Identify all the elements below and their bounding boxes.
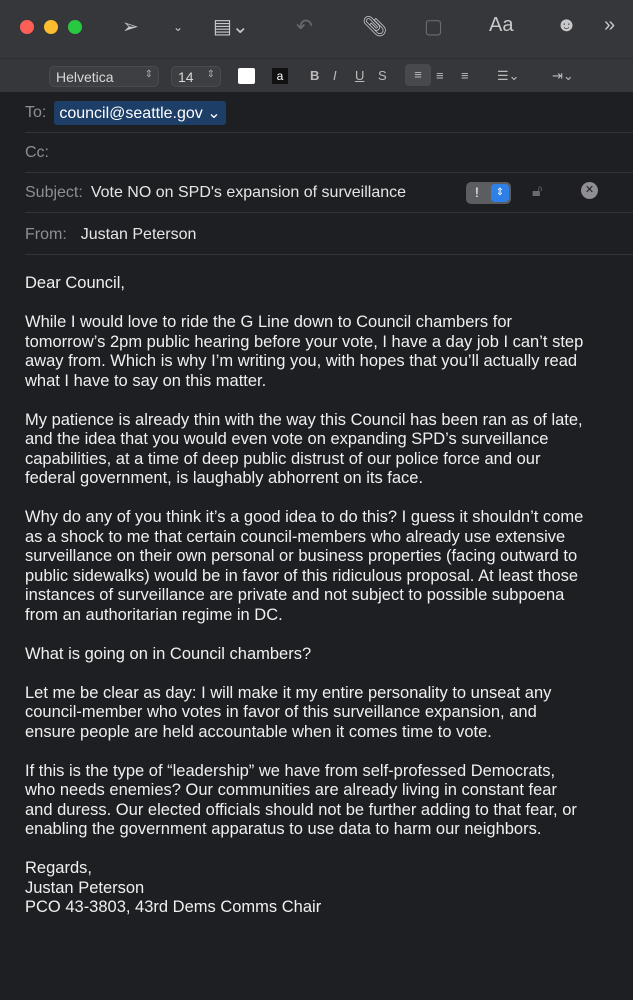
- body-line: enabling the government apparatus to use data to harm our neighbors.: [25, 820, 542, 838]
- body-line: what I have to say on this matter.: [25, 371, 267, 390]
- align-left-icon[interactable]: ≡: [405, 64, 431, 86]
- from-field[interactable]: [25, 215, 633, 255]
- align-center-icon[interactable]: ≡: [436, 68, 444, 83]
- more-icon[interactable]: »: [604, 14, 616, 36]
- body-line: While I would love to ride the G Line down to Council chambers for: [25, 313, 512, 331]
- body-line: and duress. Our elected officials should not be further adding to that fear, or: [25, 800, 577, 819]
- italic-button[interactable]: I: [333, 68, 337, 83]
- to-label: To:: [25, 103, 47, 121]
- body-line: away from. Which is why I’m writing you, with hopes that you’ll actually read: [25, 352, 578, 370]
- recipient: council@seattle.gov: [59, 104, 203, 122]
- from-value[interactable]: Justan Peterson: [80, 225, 197, 243]
- priority-value: !: [475, 184, 479, 200]
- format-bar: [0, 58, 633, 92]
- body-line: tomorrow’s 2pm public hearing before your vote, I have a day job I can’t step: [25, 332, 584, 351]
- sign-icon[interactable]: ✕: [581, 182, 598, 199]
- align-right-icon[interactable]: ≡: [461, 68, 469, 83]
- zoom-button[interactable]: [68, 20, 82, 34]
- body-line: PCO 43-3803, 43rd Dems Comms Chair: [25, 898, 322, 916]
- subject-value[interactable]: Vote NO on SPD's expansion of surveillance: [90, 183, 407, 201]
- recipient-chip[interactable]: council@seattle.gov ⌄: [54, 101, 225, 125]
- body-line: Why do any of you think it’s a good idea to do this? I guess it shouldn’t come: [25, 508, 584, 526]
- body-line: and the idea that you would even vote on expanding SPD’s surveillance: [25, 430, 549, 448]
- body-line: council-member who votes in favor of this surveillance expansion, and: [25, 703, 537, 721]
- indent-icon[interactable]: ⇥⌄: [552, 68, 574, 83]
- send-icon[interactable]: ➢: [122, 16, 139, 38]
- cc-field[interactable]: [25, 133, 633, 173]
- to-field[interactable]: [25, 93, 633, 133]
- minimize-button[interactable]: [44, 20, 58, 34]
- body-line: My patience is already thin with the way this Council has been ran as of late,: [25, 410, 583, 429]
- body-paragraph: [25, 762, 583, 840]
- close-button[interactable]: [20, 20, 34, 34]
- size-select[interactable]: [171, 66, 221, 87]
- body-line: If this is the type of “leadership” we have from self-professed Democrats,: [25, 761, 556, 780]
- body-line: capabilities, at a time of deep public distrust of our police force and our: [25, 449, 541, 468]
- markup-icon: ▢: [424, 16, 443, 38]
- send-options-chevron-icon[interactable]: ⌄: [173, 20, 184, 34]
- header-fields-icon[interactable]: ▤⌄: [213, 16, 249, 38]
- strikethrough-button[interactable]: S: [378, 68, 387, 83]
- lock-icon[interactable]: 🔓︎: [532, 183, 543, 200]
- body-paragraph: [25, 274, 583, 294]
- bold-button[interactable]: B: [310, 68, 320, 83]
- subject-label: Subject:: [25, 183, 83, 201]
- body-paragraph: [25, 859, 583, 918]
- body-line: Dear Council,: [25, 274, 125, 292]
- format-button[interactable]: Aa: [489, 14, 514, 36]
- body-line: surveillance on their own personal or business properties (facing outward to: [25, 547, 578, 565]
- text-color-swatch[interactable]: [238, 68, 255, 84]
- body-line: public sidewalks) would be in favor of this ridiculous proposal. At least those: [25, 566, 579, 585]
- body-paragraph: [25, 684, 583, 743]
- body-paragraph: [25, 411, 583, 489]
- subject-field[interactable]: [25, 173, 633, 213]
- message-body[interactable]: [25, 274, 583, 937]
- underline-button[interactable]: U: [355, 68, 365, 83]
- updown-icon: ⇕: [206, 69, 215, 80]
- body-line: What is going on in Council chambers?: [25, 644, 312, 663]
- body-line: who needs enemies? Our communities are already living in constant fear: [25, 781, 557, 799]
- body-line: as a shock to me that certain council-members who already use extensive: [25, 527, 566, 546]
- from-label: From:: [25, 225, 67, 243]
- body-line: from an authoritarian regime in DC.: [25, 605, 283, 624]
- body-line: ensure people are held accountable when it comes time to vote.: [25, 722, 492, 741]
- toolbar: [0, 0, 633, 58]
- attach-icon[interactable]: 📎︎: [362, 16, 388, 38]
- body-line: instances of surveillance are private and not subject to possible subpoena: [25, 586, 565, 604]
- list-icon[interactable]: ☰⌄: [497, 68, 520, 83]
- emoji-icon[interactable]: ☻: [556, 14, 578, 36]
- body-paragraph: [25, 645, 583, 665]
- body-line: Regards,: [25, 859, 92, 877]
- updown-icon: ⇕: [491, 184, 509, 202]
- body-paragraph: [25, 313, 583, 391]
- font-select[interactable]: [49, 66, 159, 87]
- body-line: Let me be clear as day: I will make it my entire personality to unseat any: [25, 683, 552, 702]
- updown-icon: ⇕: [144, 69, 153, 80]
- body-line: federal government, is laughably abhorrent on its face.: [25, 469, 424, 487]
- cc-label: Cc:: [25, 143, 49, 161]
- priority-select[interactable]: [466, 182, 511, 204]
- background-color-swatch[interactable]: a: [272, 68, 288, 84]
- body-line: Justan Peterson: [25, 878, 145, 897]
- reply-icon: ↶: [296, 16, 313, 38]
- size-value: 14: [178, 69, 194, 85]
- body-paragraph: [25, 508, 583, 625]
- font-value: Helvetica: [56, 69, 114, 85]
